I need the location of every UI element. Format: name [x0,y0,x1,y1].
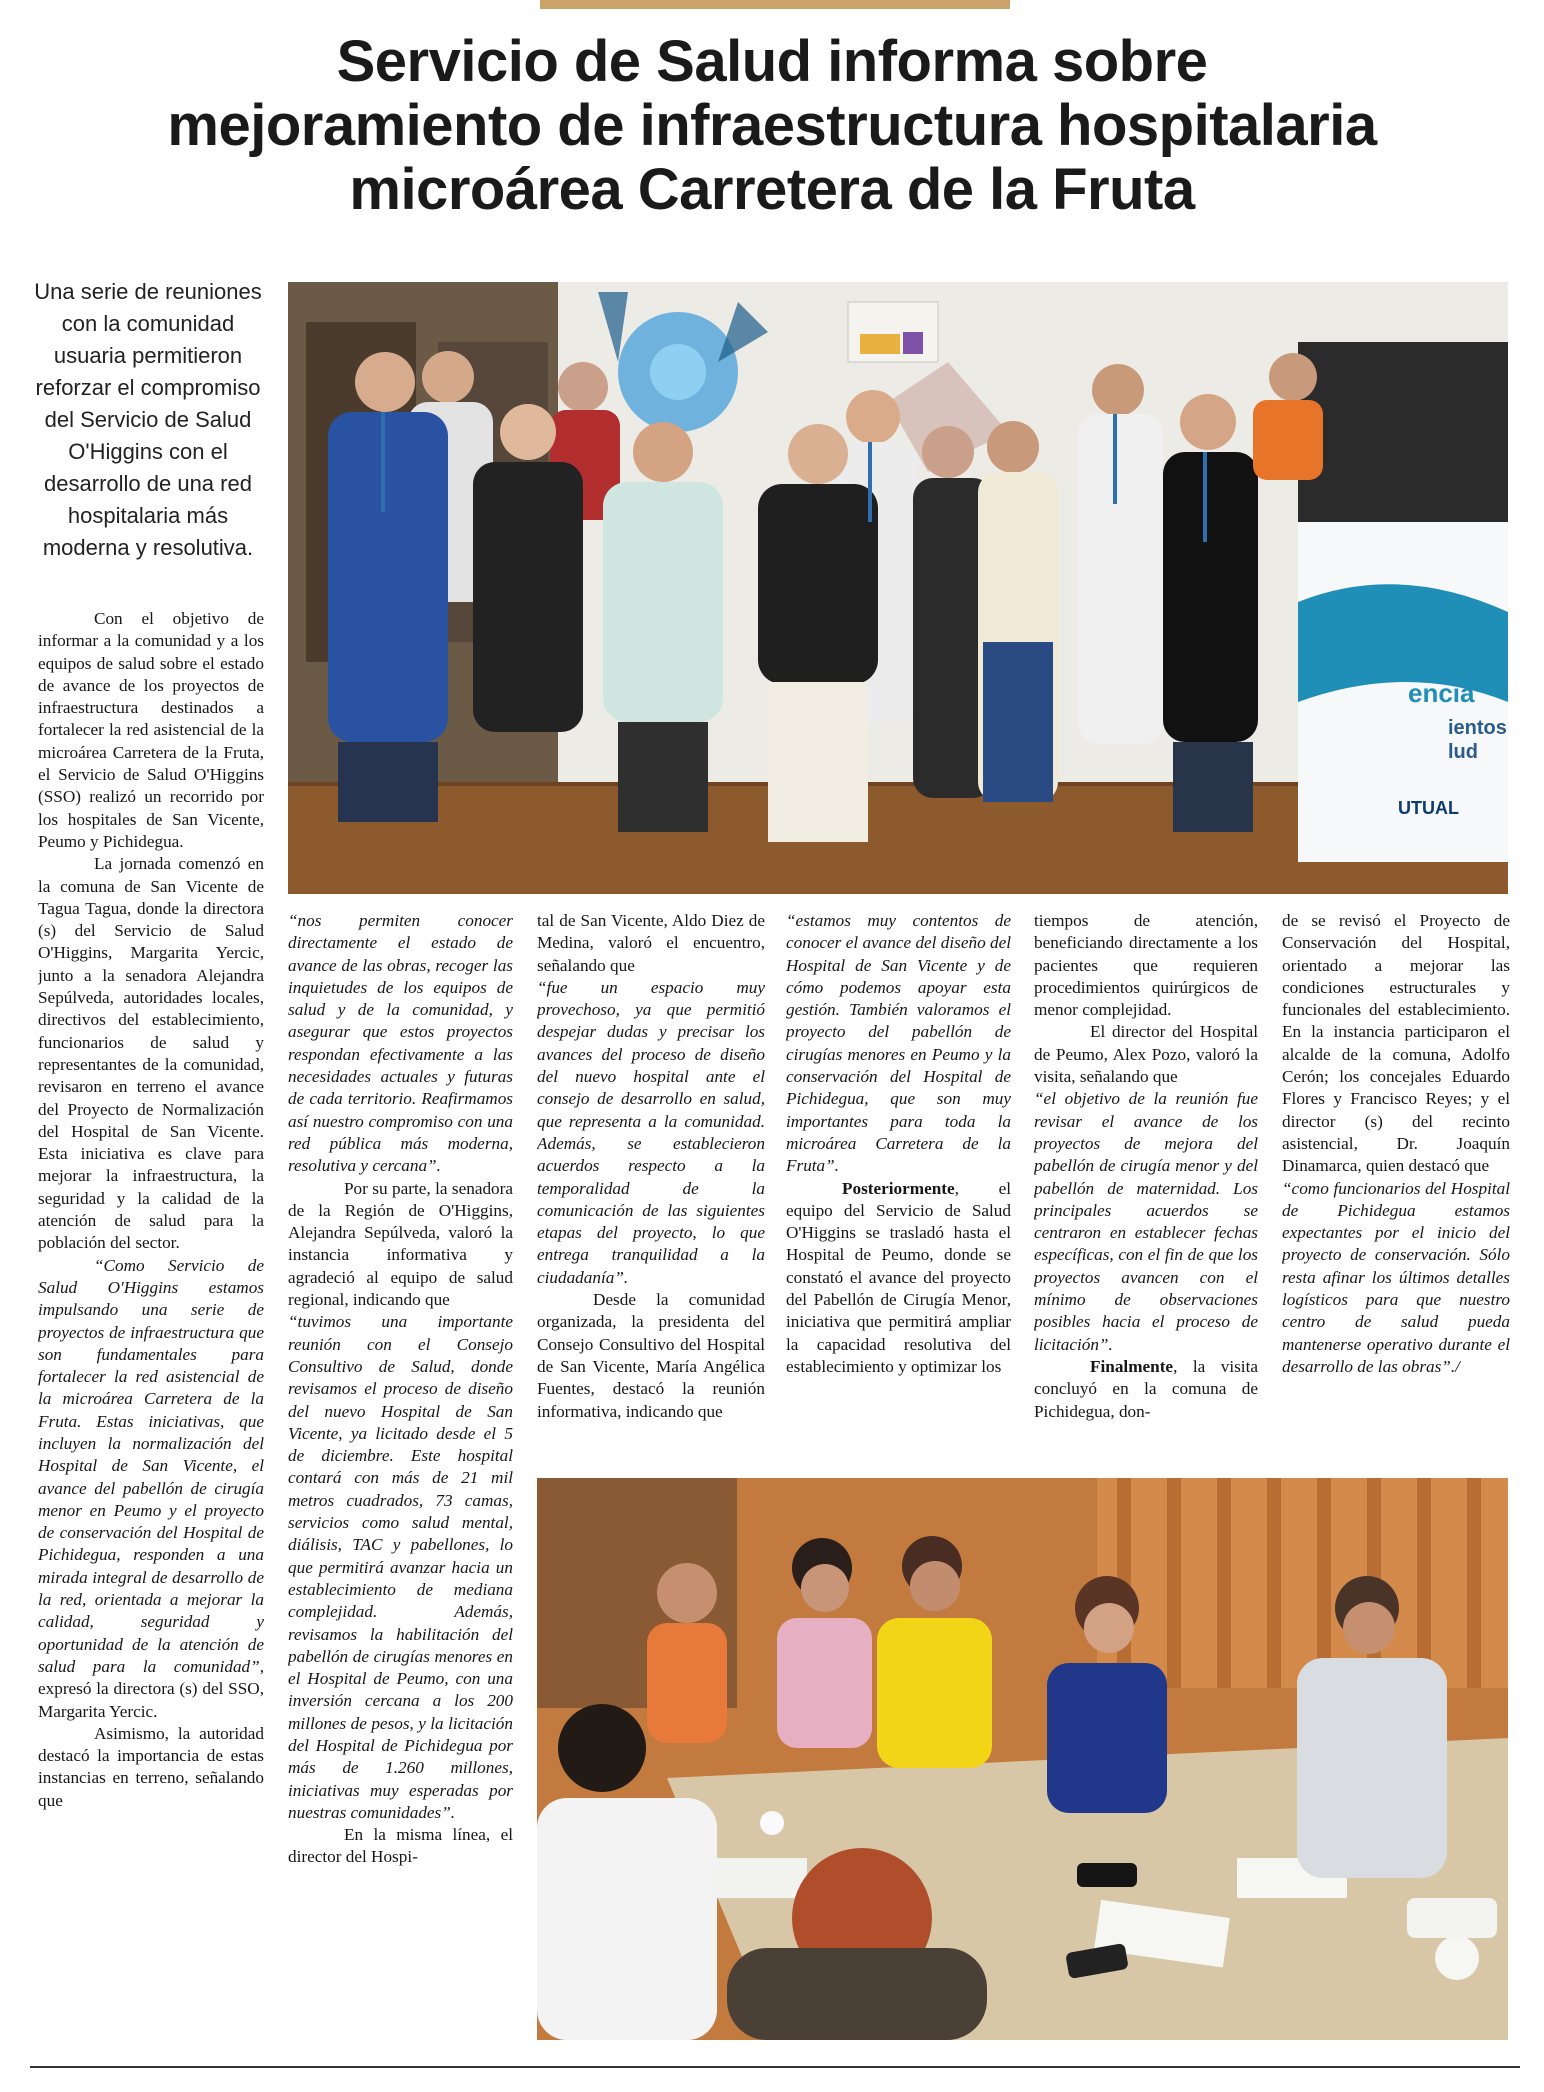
paragraph: En la misma línea, el director del Hospi- [288,1825,513,1867]
banner-text-2: ientos [1448,717,1507,739]
event-banner [1298,342,1508,862]
paragraph: tiempos de atención, beneficiando directamente a los pacientes que requieren procedimientos quirúrgicos de menor complejidad. [1034,911,1258,1020]
quote: “nos permiten conocer directamente el estado de avance de las obras, recoger las inquietudes de los equipos de salud y de la comunidad, y asegurar que estos proyectos respondan efectivamente a las necesidades actuales y futuras de cada territorio. Reafirmamos así nuestro compromiso con una red pública más moderna, resolutiva y cercana”. [288,911,513,1176]
group-photo [288,282,1508,894]
meeting-photo [537,1478,1508,2040]
quote: “el objetivo de la reunión fue revisar el avance de los proyectos de mejora del pabellón de cirugía menor y del pabellón de maternidad. Los principales acuerdos se centraron en establecer fechas específicas, con el fin de que los proyectos avancen con el mínimo de observaciones posibles hacia el proceso de licitación”. [1034,1089,1258,1354]
paragraph [786,910,1011,1178]
paragraph [1034,1088,1258,1356]
lead-word: Posteriormente [842,1178,955,1198]
paragraph: El director del Hospital de Peumo, Alex Pozo, valoró la visita, señalando que [1034,1022,1258,1087]
paragraph [537,977,765,1289]
banner-brand: UTUAL [1398,798,1459,818]
bottom-rule [30,2066,1520,2068]
quote: “fue un espacio muy provechoso, ya que permitió despejar dudas y precisar los avances del proceso de diseño del nuevo hospital ante el consejo de desarrollo en salud, que representa a la comunidad. Además, se establecieron acuerdos respecto a la temporalidad de la comunicación de las siguientes etapas del proyecto, lo que entrega tranquilidad a la ciudadanía”. [537,977,765,1287]
quote: “tuvimos una importante reunión con el Consejo Consultivo de Salud, donde revisamos el proceso de diseño del nuevo Hospital de San Vicente, ya licitado desde el 5 de diciembre. Este hospital contará con más de 21 mil metros cuadrados, 73 camas, servicios como salud mental, diálisis, TAC y pabellones, lo que permitirá avanzar hacia un establecimiento de mediana complejidad. Además, revisamos la habilitación del pabellón de cirugías menores en el Hospital de Peumo, con una inversión cercana a los 200 millones de pesos, y la licitación del Hospital de Pichidegua por más de 1.260 millones, iniciativas muy esperadas por nuestras comunidades”. [288,1312,513,1822]
paragraph: tal de San Vicente, Aldo Diez de Medina, valoró el encuentro, señalando que [537,911,765,975]
paragraph [288,910,513,1178]
article-column-6 [1282,910,1510,1472]
quote: “estamos muy contentos de conocer el avance del diseño del Hospital de San Vicente y de cómo podemos apoyar esta gestión. También valoramos el proyecto del pabellón de cirugías menores en Peumo y la conservación del Hospital de Pichidegua, que son muy importantes para toda la microárea Carretera de la Fruta”. [786,911,1011,1176]
quote: “como funcionarios del Hospital de Pichidegua estamos expectantes por el inicio del proyecto de conservación. Sólo resta afinar los últimos detalles logísticos para que nuestro centro de salud pueda mantenerse operativo durante el desarrollo de las obras”./ [1282,1178,1510,1376]
headline-line-2: mejoramiento de infraestructura hospitalaria [167,93,1377,158]
article-column-4 [786,910,1011,1472]
article-column-2 [288,910,513,2060]
paragraph: Asimismo, la autoridad destacó la importancia de estas instancias en terreno, señalando que [38,1723,264,1810]
quote: “Como Servicio de Salud O'Higgins estamos impulsando una serie de proyectos de infraestructura que son fundamentales para fortalecer la red asistencial de la microárea Carretera de la Fruta. Estas iniciativas, que incluyen la normalización del Hospital de San Vicente, el avance del pabellón de cirugía menor en Peumo y el proyecto de conservación del Hospital de Pichidegua, responden a una mirada integral de desarrollo de la red, orientada a mejorar la calidad, seguridad y oportunidad de la atención de salud para la comunidad” [38,1255,264,1676]
paragraph: de se revisó el Proyecto de Conservación del Hospital, orientado a mejorar las condiciones estructurales y funcionales del establecimiento. En la instancia participaron el alcalde de la comuna, Adolfo Cerón; los concejales Eduardo Flores y Francisco Reyes; y el director (s) del recinto asistencial, Dr. Joaquín Dinamarca, quien destacó que [1282,911,1510,1176]
paragraph: Por su parte, la senadora de la Región de O'Higgins, Alejandra Sepúlveda, valoró la instancia informativa y agradeció al equipo de salud regional, indicando que [288,1178,513,1310]
headline [20,30,1524,222]
paragraph: La jornada comenzó en la comuna de San Vicente de Tagua Tagua, donde la directora (s) del Servicio de Salud O'Higgins, Margarita Yercic, junto a la senadora Alejandra Sepúlveda, autoridades locales, directivos del establecimiento, funcionarios de salud y representantes de la comunidad, revisaron en terreno el avance del Proyecto de Normalización del Hospital de San Vicente. Esta iniciativa es clave para mejorar la infraestructura, la seguridad y la calidad de la atención de salud para la población del sector. [38,854,264,1253]
paragraph [1282,1178,1510,1379]
lead-word: Finalmente [1090,1356,1174,1376]
banner-text-3: lud [1448,741,1478,763]
paragraph: Desde la comunidad organizada, la presidenta del Consejo Consultivo del Hospital de San Vicente, María Angélica Fuentes, destacó la reunión informativa, indicando que [537,1290,765,1421]
lede: Una serie de reuniones con la comunidad usuaria permitieron reforzar el compromiso del Servicio de Salud O'Higgins con el desarrollo de una red hospitalaria más moderna y resolutiva. [34,279,262,560]
paragraph [38,1255,264,1723]
paragraph [288,1311,513,1824]
paragraph: Con el objetivo de informar a la comunidad y a los equipos de salud sobre el estado de avance de los proyectos de infraestructura destinados a fortalecer la red asistencial de la microárea Carretera de la Fruta, el Servicio de Salud O'Higgins (SSO) realizó un recorrido por los hospitales de San Vicente, Peumo y Pichidegua. [38,609,264,851]
attribution: , expresó la directora (s) del SSO, Margarita Yercic. [38,1656,264,1721]
banner-text: encia [1408,678,1475,708]
headline-line-3: microárea Carretera de la Fruta [349,157,1195,222]
paragraph: Posteriormente, el equipo del Servicio de Salud O'Higgins se trasladó hasta el Hospital de Peumo, donde se constató el avance del proyecto del Pabellón de Cirugía Menor, iniciativa que permitirá ampliar la capacidad resolutiva del establecimiento y optimizar los [786,1178,1011,1376]
article-column-3 [537,910,765,1472]
headline-line-1: Servicio de Salud informa sobre [336,29,1208,94]
section-bar [540,0,1010,9]
article-column-1 [38,608,264,2058]
paragraph: Finalmente, la visita concluyó en la comuna de Pichidegua, don- [1034,1356,1258,1421]
article-column-5 [1034,910,1258,1472]
